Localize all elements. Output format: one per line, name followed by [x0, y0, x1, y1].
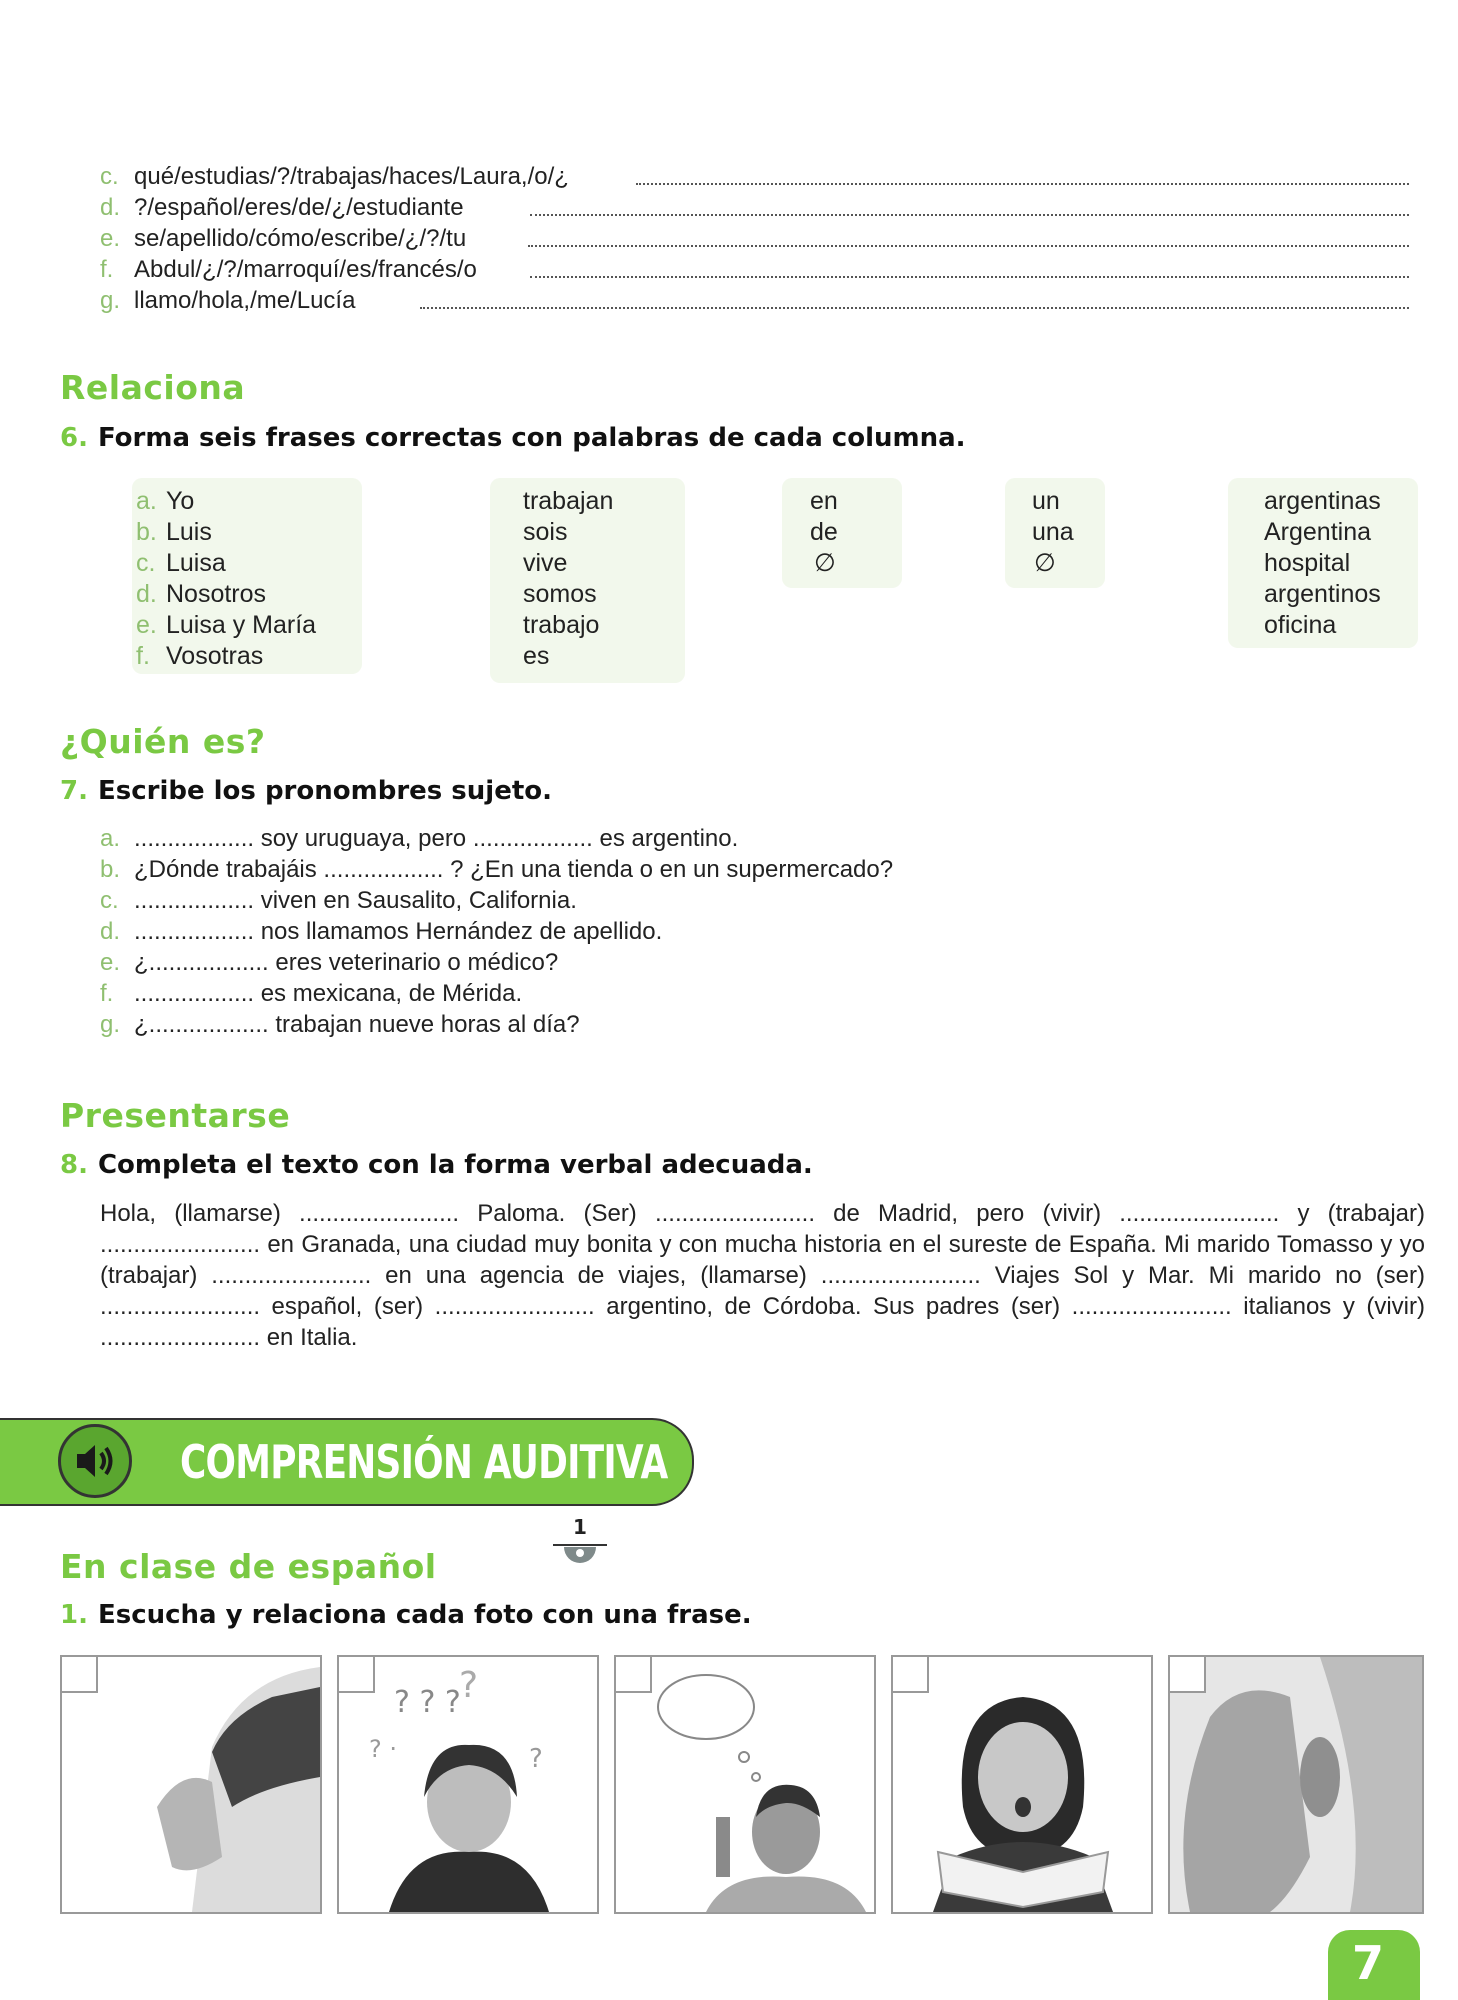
- column-item: argentinos: [1264, 580, 1381, 608]
- banner-title: COMPRENSIÓN AUDITIVA: [180, 1435, 668, 1489]
- column-item: f. Vosotras: [136, 642, 264, 670]
- page-number: 7: [1352, 1936, 1385, 1990]
- column-item: e. Luisa y María: [136, 611, 317, 639]
- answer-box[interactable]: [893, 1657, 929, 1693]
- column-item: oficina: [1264, 611, 1337, 639]
- column-item: vive: [523, 549, 568, 577]
- exercise-item: e. se/apellido/cómo/escribe/¿/?/tu: [100, 225, 467, 252]
- instruction-8: 8. Completa el texto con la forma verbal adecuada.: [60, 1150, 813, 1180]
- instruction-7: 7. Escribe los pronombres sujeto.: [60, 776, 553, 806]
- photo-surprised-reading[interactable]: [891, 1655, 1153, 1914]
- answer-line[interactable]: [420, 307, 1409, 309]
- column-item: es: [523, 642, 550, 670]
- column-item: una: [1032, 518, 1074, 546]
- answer-box[interactable]: [616, 1657, 652, 1693]
- column-item: argentinas: [1264, 487, 1381, 515]
- thinking-woman-illustration: [339, 1657, 597, 1912]
- exercise-item: f. .................. es mexicana, de Mérida.: [100, 980, 523, 1007]
- svg-text:? ·: ? ·: [369, 1735, 397, 1763]
- fill-in-text: Hola, (llamarse) ........................ Paloma. (Ser) ........................ de Madrid, pero (vivir) ........................ y (trabajar) ........................ en Granada, una ciudad muy bonita y con mucha historia en el sureste de España. Mi marido Tomasso y yo (trabajar) ........................ en una agencia de viajes, (llamarse) ........................ Viajes Sol y Mar. Mi marido no (ser) ........................ español, (ser) ........................ argentino, de Córdoba. Sus padres (ser) ........................ italianos y (vivir) ........................ en Italia.: [100, 1200, 1425, 1351]
- exercise-item: c. qué/estudias/?/trabajas/haces/Laura,/o/¿: [100, 163, 569, 190]
- answer-line[interactable]: [636, 183, 1409, 185]
- column-prepositions: [810, 486, 838, 579]
- surprised-woman-illustration: [893, 1657, 1151, 1912]
- exercise-item: b. ¿Dónde trabajáis .................. ? ¿En una tienda o en un supermercado?: [100, 856, 894, 883]
- speaker-icon-glyph: [61, 1427, 129, 1495]
- column-item: somos: [523, 580, 597, 608]
- column-item: Argentina: [1264, 518, 1372, 546]
- answer-line[interactable]: [530, 214, 1409, 216]
- column-item: sois: [523, 518, 568, 546]
- whisper-illustration: [62, 1657, 320, 1912]
- column-verbs: [523, 486, 613, 672]
- column-nouns: [1264, 486, 1381, 641]
- column-subjects: [136, 486, 316, 672]
- page-number-tab: [1328, 1930, 1420, 2000]
- column-item: a. Yo: [136, 487, 195, 515]
- instruction-6: 6. Forma seis frases correctas con palabras de cada columna.: [60, 423, 966, 453]
- exercise-item: c. .................. viven en Sausalito, California.: [100, 887, 577, 914]
- column-item: ∅: [1034, 549, 1056, 577]
- exercise-item: e. ¿.................. eres veterinario o médico?: [100, 949, 559, 976]
- answer-line[interactable]: [530, 276, 1409, 278]
- column-bg: [782, 478, 902, 588]
- column-item: b. Luis: [136, 518, 212, 546]
- svg-text:?: ?: [459, 1665, 479, 1706]
- column-item: trabajan: [523, 487, 614, 515]
- speaker-icon: [58, 1424, 132, 1498]
- column-item: c. Luisa: [136, 549, 226, 577]
- photo-listening-ear[interactable]: [1168, 1655, 1424, 1914]
- exercise-item: f. Abdul/¿/?/marroquí/es/francés/o: [100, 256, 477, 283]
- audio-track-badge[interactable]: [545, 1515, 615, 1585]
- instruction-1: 1. Escucha y relaciona cada foto con una frase.: [60, 1600, 752, 1630]
- column-articles: [1032, 486, 1074, 579]
- exercise-item: g. ¿.................. trabajan nueve horas al día?: [100, 1011, 580, 1038]
- answer-line[interactable]: [528, 245, 1409, 247]
- photo-thinking-questions[interactable]: [337, 1655, 599, 1914]
- column-item: en: [810, 487, 838, 515]
- column-item: de: [810, 518, 838, 546]
- answer-box[interactable]: [62, 1657, 98, 1693]
- thinking-man-illustration: [616, 1657, 874, 1912]
- answer-box[interactable]: [339, 1657, 375, 1693]
- photo-whisper[interactable]: [60, 1655, 322, 1914]
- answer-box[interactable]: [1170, 1657, 1206, 1693]
- exercise-item: a. .................. soy uruguaya, pero .................. es argentino.: [100, 825, 739, 852]
- column-item: trabajo: [523, 611, 600, 639]
- track-number: 1: [573, 1515, 587, 1539]
- section-title-en-clase: En clase de español: [60, 1547, 437, 1586]
- exercise-item: d. .................. nos llamamos Hernández de apellido.: [100, 918, 663, 945]
- svg-text:? ? ?: ? ? ?: [394, 1685, 461, 1720]
- column-item: ∅: [814, 549, 836, 577]
- section-title-presentarse: Presentarse: [60, 1096, 291, 1135]
- svg-text:?: ?: [529, 1744, 543, 1774]
- exercise-item: d. ?/español/eres/de/¿/estudiante: [100, 194, 464, 221]
- column-item: d. Nosotros: [136, 580, 267, 608]
- cd-icon: [563, 1546, 597, 1568]
- exercise-item: g. llamo/hola,/me/Lucía: [100, 287, 356, 314]
- column-item: un: [1032, 487, 1060, 515]
- photo-thinking-man[interactable]: [614, 1655, 876, 1914]
- column-item: hospital: [1264, 549, 1351, 577]
- ear-illustration: [1170, 1657, 1422, 1912]
- section-title-relaciona: Relaciona: [60, 368, 246, 407]
- section-title-quien: ¿Quién es?: [60, 722, 266, 761]
